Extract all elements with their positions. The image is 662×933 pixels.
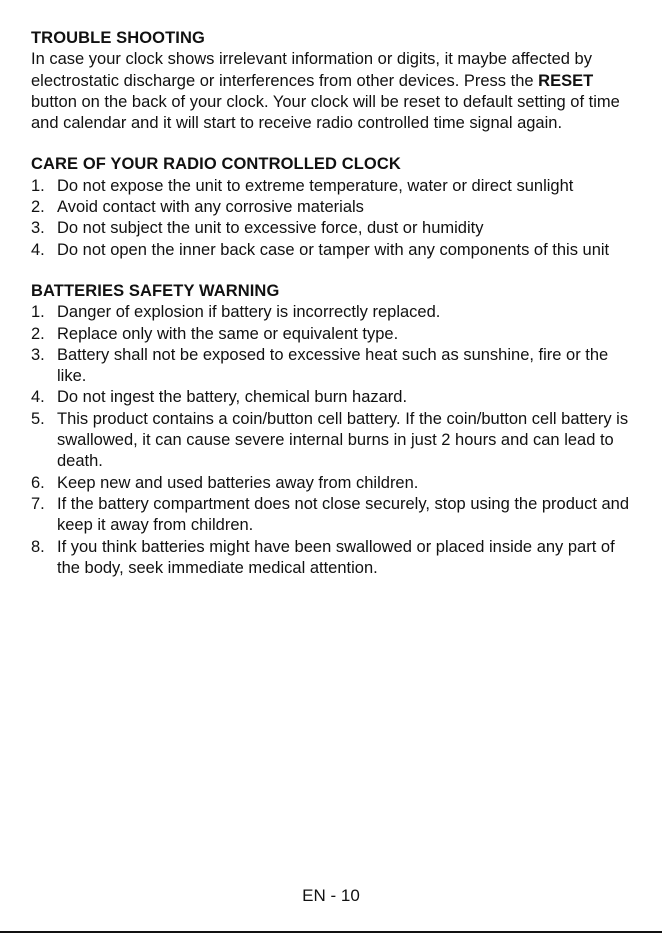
batteries-list (31, 302, 635, 579)
list-item-text: Battery shall not be exposed to excessive heat such as sunshine, fire or the like. (57, 345, 609, 386)
list-item-number: 3. (31, 219, 45, 238)
list-item-number: 8. (31, 537, 45, 556)
troubleshooting-text-after: button on the back of your clock. Your clock will be reset to default setting of time and calendar and it will start to receive radio controlled time signal again. (31, 92, 620, 133)
list-item (31, 409, 635, 473)
care-list (31, 176, 635, 261)
list-item (31, 387, 635, 408)
list-item (31, 473, 635, 494)
list-item-text: If the battery compartment does not close securely, stop using the product and keep it away from children. (57, 494, 630, 535)
list-item-text: Do not expose the unit to extreme temperature, water or direct sunlight (57, 176, 574, 195)
list-item-text: Do not open the inner back case or tamper with any components of this unit (57, 240, 610, 259)
document-page (31, 28, 635, 579)
list-item-number: 4. (31, 240, 45, 259)
batteries-section (31, 281, 635, 579)
reset-keyword: RESET (538, 71, 594, 90)
list-item-number: 2. (31, 198, 45, 217)
list-item-number: 6. (31, 473, 45, 492)
troubleshooting-section (31, 28, 635, 134)
batteries-heading: BATTERIES SAFETY WARNING (31, 281, 280, 300)
list-item (31, 537, 635, 580)
care-section (31, 154, 635, 260)
list-item-number: 1. (31, 176, 45, 195)
list-item-number: 1. (31, 303, 45, 322)
troubleshooting-text-before: In case your clock shows irrelevant information or digits, it maybe affected by electrostatic discharge or interferences from other devices. Press the (31, 50, 592, 90)
list-item-text: If you think batteries might have been swallowed or placed inside any part of the body, seek immediate medical attention. (57, 537, 615, 577)
list-item (31, 197, 635, 218)
list-item-number: 7. (31, 494, 45, 513)
list-item (31, 345, 635, 388)
care-heading: CARE OF YOUR RADIO CONTROLLED CLOCK (31, 155, 401, 174)
list-item-text: Do not subject the unit to excessive force, dust or humidity (57, 219, 484, 238)
list-item (31, 494, 635, 537)
list-item (31, 176, 635, 197)
troubleshooting-heading: TROUBLE SHOOTING (31, 29, 205, 47)
list-item-number: 2. (31, 324, 45, 343)
list-item-text: Replace only with the same or equivalent type. (57, 324, 399, 343)
list-item-text: Avoid contact with any corrosive materials (57, 198, 364, 217)
list-item-number: 3. (31, 345, 45, 364)
list-item-text: Do not ingest the battery, chemical burn hazard. (57, 388, 408, 407)
list-item-text: Danger of explosion if battery is incorrectly replaced. (57, 303, 441, 322)
list-item (31, 218, 635, 239)
page-number: EN - 10 (302, 886, 360, 905)
list-item (31, 302, 635, 323)
troubleshooting-paragraph (31, 49, 635, 134)
list-item-text: Keep new and used batteries away from children. (57, 473, 419, 492)
list-item (31, 240, 635, 261)
list-item-number: 4. (31, 388, 45, 407)
list-item (31, 324, 635, 345)
list-item-text: This product contains a coin/button cell battery. If the coin/button cell battery is swallowed, it can cause severe internal burns in just 2 hours and can lead to death. (57, 409, 629, 471)
list-item-number: 5. (31, 409, 45, 428)
